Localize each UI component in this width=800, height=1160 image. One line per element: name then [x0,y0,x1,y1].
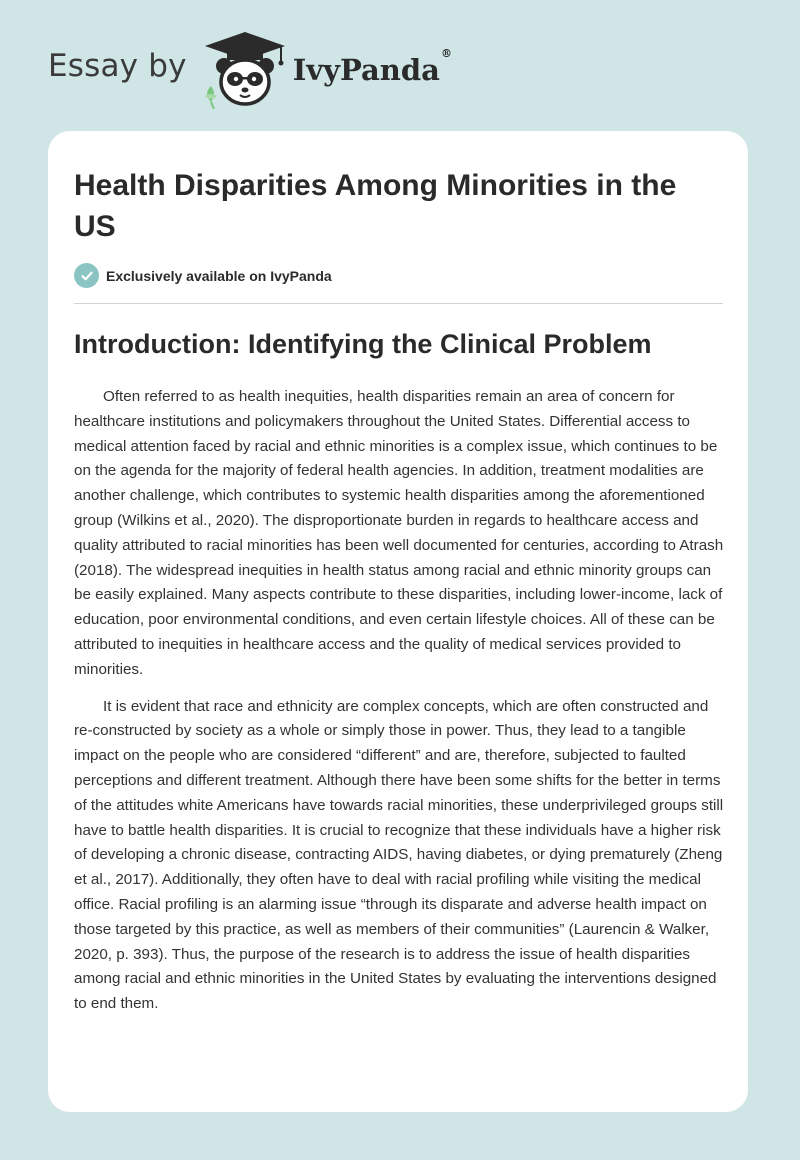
exclusive-label: Exclusively available on IvyPanda [106,267,332,284]
brand-name-text: IvyPanda [292,53,440,87]
divider [74,303,723,304]
essay-by-label: Essay by [48,48,187,84]
paragraph: It is evident that race and ethnicity are complex concepts, which are often constructed and re-constructed by society as a whole or simply those in power. Thus, they lead to a tangible impact on the people who are considered “different” and are, therefore, subjected to faulted perceptions and different treatment. Although there have been some shifts for the better in terms of the attitudes white Americans have towards racial minorities, these underprivileged groups still have to battle health disparities. It is crucial to recognize that these individuals have a higher risk of developing a chronic disease, contracting AIDS, having diabetes, or dying prematurely (Zheng et al., 2017). Additionally, they often have to deal with racial profiling while visiting the medical office. Racial profiling is an alarming issue “through its disparate and adverse health impact on those targeted by this practice, as well as members of their communities” (Laurencin & Walker, 2020, p. 393). Thus, the purpose of the research is to address the issue of health disparities among racial and ethnic minorities in the United States by evaluating the interventions designed to end them. [74,697,724,1013]
article-body [74,385,726,1029]
page-title: Health Disparities Among Minorities in the US [74,169,677,243]
section-heading: Introduction: Identifying the Clinical Problem [74,329,652,359]
check-circle-icon [74,263,99,288]
paragraph: Often referred to as health inequities, health disparities remain an area of concern for healthcare institutions and policymakers throughout the United States. Differential access to medical attention faced by racial and ethnic minorities is a complex issue, which continues to be on the agenda for the majority of federal health agencies. In addition, treatment modalities are another challenge, which contributes to systemic health disparities among the aforementioned group (Wilkins et al., 2020). The disproportionate burden in regards to healthcare access and quality attributed to racial minorities has been well documented for centuries, according to Atrash (2018). The widespread inequities in health status among racial and ethnic minority groups can be easily explained. Many aspects contribute to these disparities, including lower-income, lack of education, poor environmental conditions, and even certain lifestyle choices. All of these can be attributed to inequities in healthcare access and the quality of medical services provided to minorities. [74,388,724,678]
exclusive-badge [74,263,332,288]
registered-mark: ® [440,47,452,61]
article-card [48,131,748,1112]
site-header [48,30,452,110]
panda-graduation-cap-logo-icon[interactable] [201,30,289,110]
brand-name[interactable] [292,47,452,87]
